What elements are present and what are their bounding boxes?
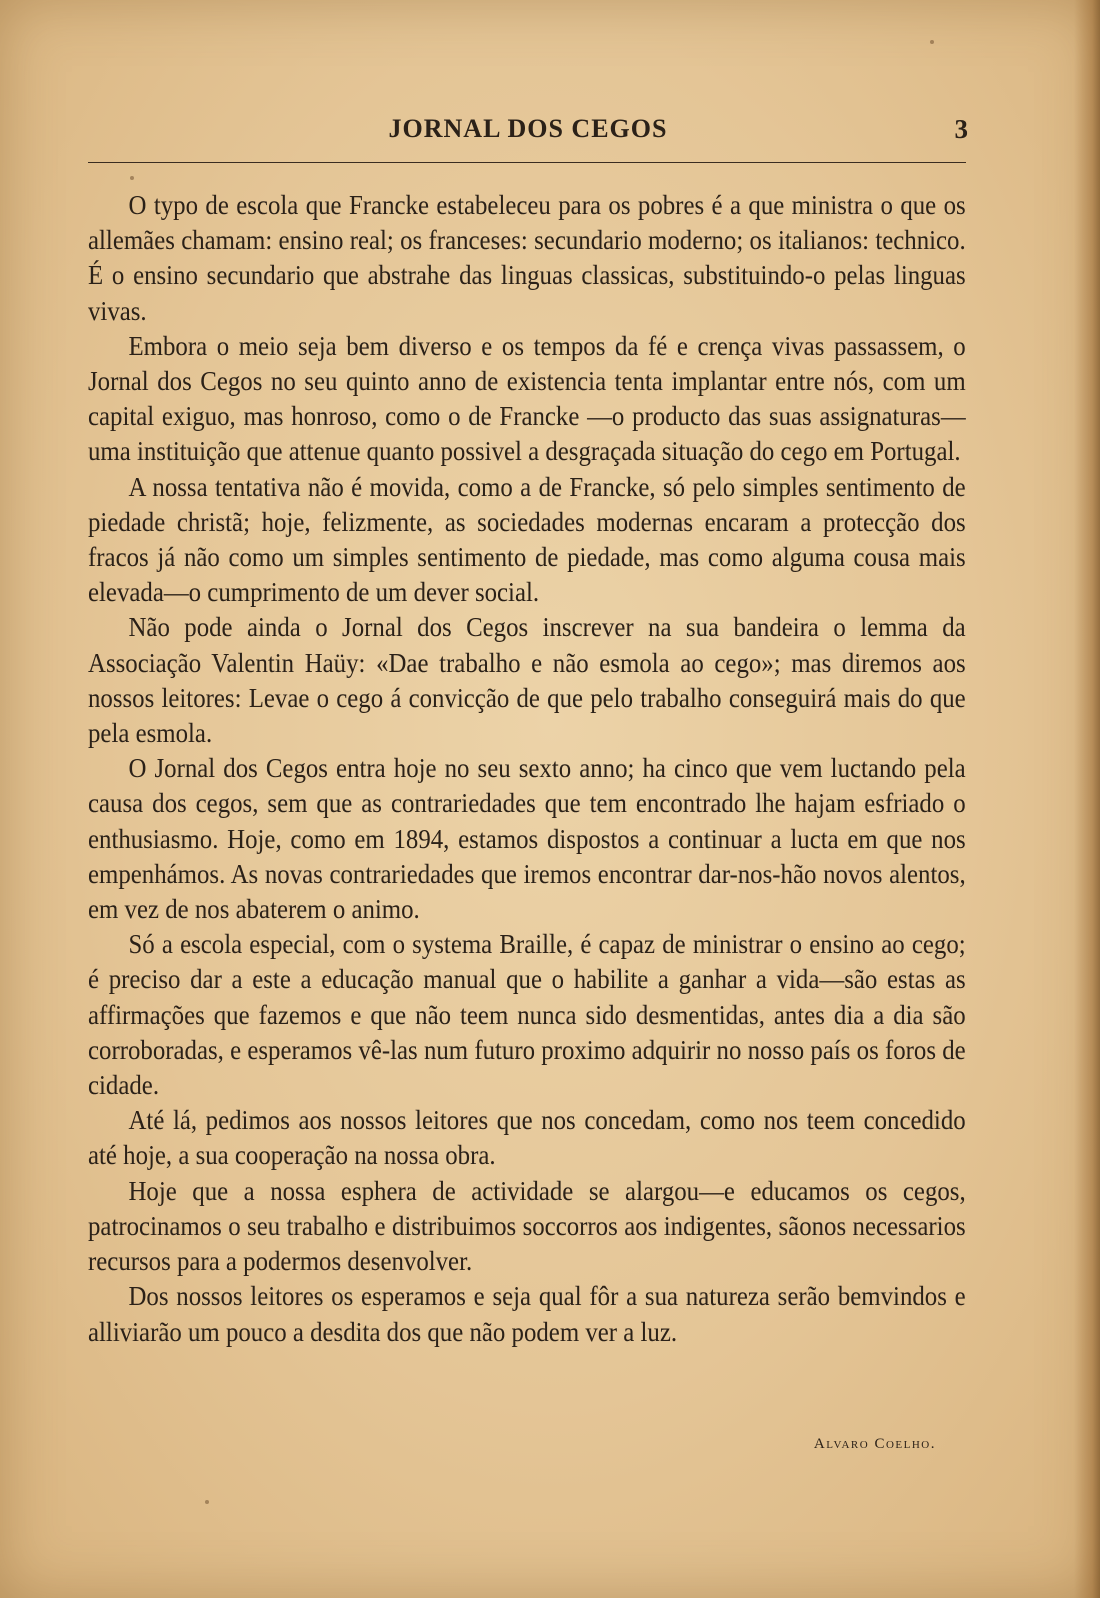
paragraph: O typo de escola que Francke estabeleceu para os pobres é a que ministra o que os allemães chamam: ensino real; os franceses: secundario moderno; os italianos: technico. É o ensino secundario que abstrahe das linguas classicas, substituindo-o pelas linguas vivas.	[88, 190, 966, 326]
paragraph: A nossa tentativa não é movida, como a de Francke, só pelo simples sentimento de piedade christã; hoje, felizmente, as sociedades modernas encaram a protecção dos fracos já não como um simples sentimento de piedade, mas como alguma cousa mais elevada—o cumprimento de um dever social.	[88, 471, 966, 608]
paragraph: Hoje que a nossa esphera de actividade se alargou—e educamos os cegos, patrocinamos o seu trabalho e distribuimos soccorros aos indigentes, sãonos necessarios recursos para a podermos desenvolver.	[88, 1175, 966, 1277]
article-body	[88, 188, 966, 1350]
paragraph: Até lá, pedimos aos nossos leitores que nos concedam, como nos teem concedido até hoje, a sua cooperação na nossa obra.	[88, 1105, 966, 1171]
header-rule	[88, 162, 966, 163]
paragraph: Só a escola especial, com o systema Braille, é capaz de ministrar o ensino ao cego; é preciso dar a este a educação manual que o habilite a ganhar a vida—são estas as affirmações que fazemos e que não teem nunca sido desmentidas, antes dia a dia são corroboradas, e esperamos vê-las num futuro proximo adquirir no nosso país os foros de cidade.	[88, 929, 966, 1101]
paper-speck	[205, 1500, 209, 1504]
paragraph: Não pode ainda o Jornal dos Cegos inscrever na sua bandeira o lemma da Associação Valentin Haüy: «Dae trabalho e não esmola ao cego»; mas diremos aos nossos leitores: Levae o cego á convicção de que pelo trabalho conseguirá mais do que pela esmola.	[88, 612, 966, 749]
page-edge-shadow	[1074, 0, 1100, 1598]
page-header	[88, 114, 968, 154]
page-number: 3	[954, 114, 968, 144]
paragraph: Dos nossos leitores os esperamos e seja qual fôr a sua natureza serão bemvindos e alliviarão um pouco a desdita dos que não podem ver a luz.	[88, 1281, 966, 1347]
author-signature: Alvaro Coelho.	[813, 1436, 936, 1452]
paper-speck	[930, 40, 934, 44]
running-title: JORNAL DOS CEGOS	[388, 114, 668, 143]
paper-speck	[130, 176, 134, 180]
paragraph: O Jornal dos Cegos entra hoje no seu sexto anno; ha cinco que vem luctando pela causa dos cegos, sem que as contrariedades que tem encontrado lhe hajam esfriado o enthusiasmo. Hoje, como em 1894, estamos dispostos a continuar a lucta em que nos empenhámos. As novas contrariedades que iremos encontrar dar-nos-hão novos alentos, em vez de nos abaterem o animo.	[88, 753, 966, 925]
paragraph: Embora o meio seja bem diverso e os tempos da fé e crença vivas passassem, o Jornal dos Cegos no seu quinto anno de existencia tenta implantar entre nós, com um capital exiguo, mas honroso, como o de Francke —o producto das suas assignaturas— uma instituição que attenue quanto possivel a desgraçada situação do cego em Portugal.	[88, 330, 966, 467]
